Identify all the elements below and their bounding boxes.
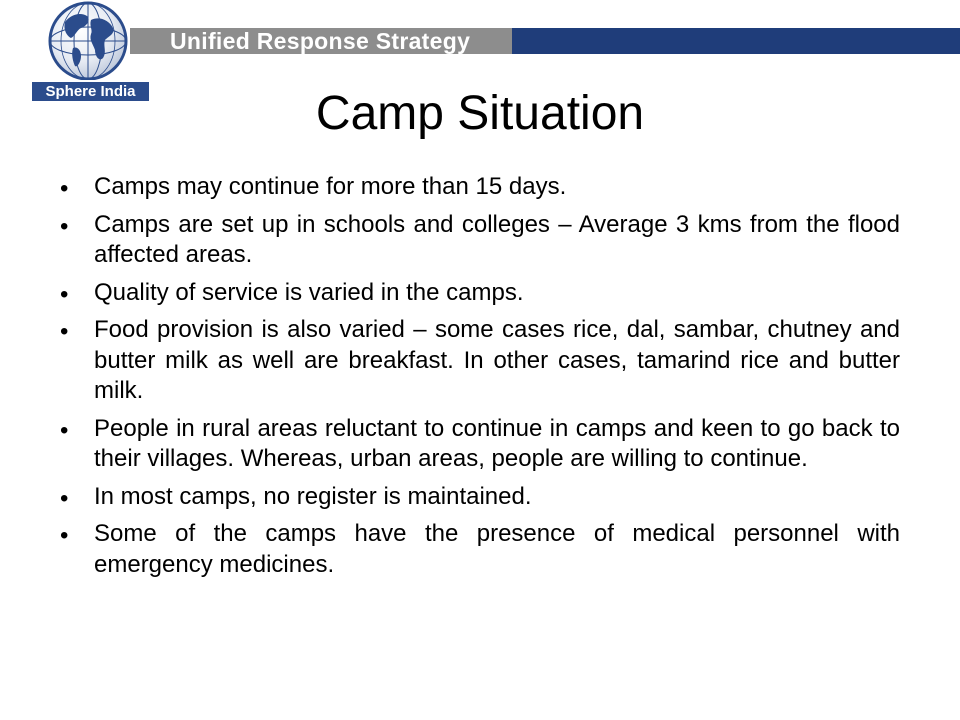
slide-title: Camp Situation [315, 87, 645, 140]
bullet-text: Camps may continue for more than 15 days. [94, 173, 567, 200]
bullet-icon: • [60, 484, 69, 512]
bullet-text: Some of the camps have the presence of medical personnel with emergency medicines. [94, 520, 900, 578]
list-item [60, 210, 900, 271]
bullet-icon: • [60, 212, 69, 240]
banner-title: Unified Response Strategy [170, 28, 471, 54]
logo-label: Sphere India [30, 80, 151, 103]
list-item [60, 172, 900, 203]
list-item [60, 482, 900, 513]
bullet-icon: • [60, 522, 69, 549]
bullet-text: Quality of service is varied in the camps. [94, 278, 524, 306]
bullet-text: Food provision is also varied – some cases rice, dal, sambar, chutney and butter milk as well are breakfast. In other cases, tamarind rice and butter milk. [94, 316, 900, 404]
bullet-icon: • [60, 318, 69, 345]
bullet-icon: • [60, 175, 69, 202]
bullet-text: Camps are set up in schools and colleges – Average 3 kms from the flood affected areas. [94, 210, 900, 268]
globe-icon [47, 0, 129, 82]
list-item [60, 278, 900, 309]
bullet-text: People in rural areas reluctant to continue in camps and keen to go back to their villages. Whereas, urban areas, people are willing to continue. [94, 414, 900, 472]
bullet-text: In most camps, no register is maintained. [94, 482, 532, 510]
list-item [60, 519, 900, 580]
list-item [60, 414, 900, 475]
bullet-list [60, 172, 900, 587]
list-item [60, 315, 900, 407]
banner-blue-segment [512, 28, 960, 54]
bullet-icon: • [60, 416, 69, 444]
bullet-icon: • [60, 280, 69, 308]
